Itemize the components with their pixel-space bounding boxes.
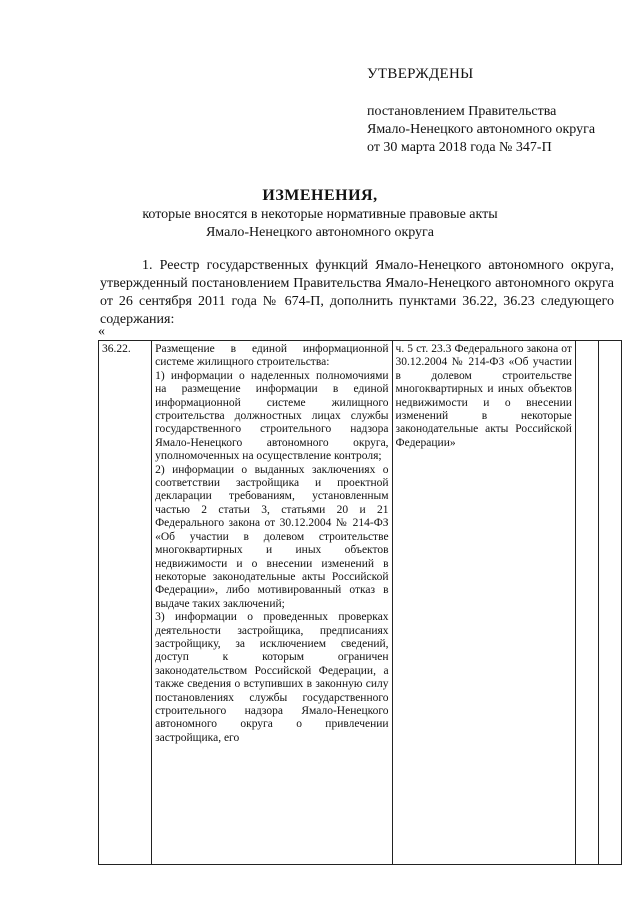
description-item-1: 1) информации о наделенных полномочиями на размещение информации в единой информационной системе жилищного строительства должностных лицах службы государственного строительного надзора Ямало-Ненецкого автономного округа, уполномоченных на осуществление контроля;: [155, 369, 389, 463]
description-intro: Размещение в единой информационной системе жилищного строительства:: [155, 343, 389, 369]
document-subtitle-1: которые вносятся в некоторые нормативные правовые акты: [142, 207, 498, 222]
approval-line-1: постановлением Правительства: [367, 104, 557, 119]
approval-heading: УТВЕРЖДЕНЫ: [367, 66, 474, 82]
body-paragraph: [100, 257, 614, 329]
legal-basis-cell: [392, 341, 575, 865]
row-number: 36.22.: [99, 341, 152, 865]
description-item-2: 2) информации о выданных заключениях о соответствии застройщика и проектной декларации требованиям, установленным частью 2 статьи 3, статьями 20 и 21 Федерального закона от 30.12.2004 № 214-ФЗ «Об участии в долевом строительстве многоквартирных и иных объектов недвижимости и о внесении изменений в некоторые законодательные акты Российской Федерации», либо мотивированный отказ в выдаче таких заключений;: [155, 463, 389, 610]
approval-line-2: Ямало-Ненецкого автономного округа: [367, 122, 596, 137]
paragraph-text: 1. Реестр государственных функций Ямало-Ненецкого автономного округа, утвержденный постановлением Правительства Ямало-Ненецкого автономного округа от 26 сентября 2011 года № 674-П, дополнить пунктами 36.22, 36.23 следующего содержания:: [100, 258, 614, 327]
opening-quote: «: [98, 324, 105, 339]
legal-basis-text: ч. 5 ст. 23.3 Федерального закона от 30.12.2004 № 214-ФЗ «Об участии в долевом строительстве многоквартирных и иных объектов недвижимости и о внесении изменений в некоторые законодательные акты Российской Федерации»: [395, 343, 572, 449]
approval-stamp: [367, 66, 629, 157]
empty-cell-2: [598, 341, 621, 865]
empty-cell-1: [575, 341, 598, 865]
document-subtitle-2: Ямало-Ненецкого автономного округа: [205, 225, 435, 240]
description-item-3: 3) информации о проведенных проверках деятельности застройщика, предписаниях застройщику, за исключением сведений, доступ к которым ограничен законодательством Российской Федерации, а также сведения о вступивших в законную силу постановлениях службы государственного строительного надзора Ямало-Ненецкого автономного округа о привлечении застройщика, его: [155, 611, 389, 744]
description-cell: [152, 341, 392, 865]
table-row: [99, 341, 622, 865]
registry-table: [98, 340, 622, 865]
document-title-block: [0, 186, 640, 242]
document-title: ИЗМЕНЕНИЯ,: [262, 187, 378, 204]
approval-line-3: от 30 марта 2018 года № 347-П: [367, 140, 552, 155]
